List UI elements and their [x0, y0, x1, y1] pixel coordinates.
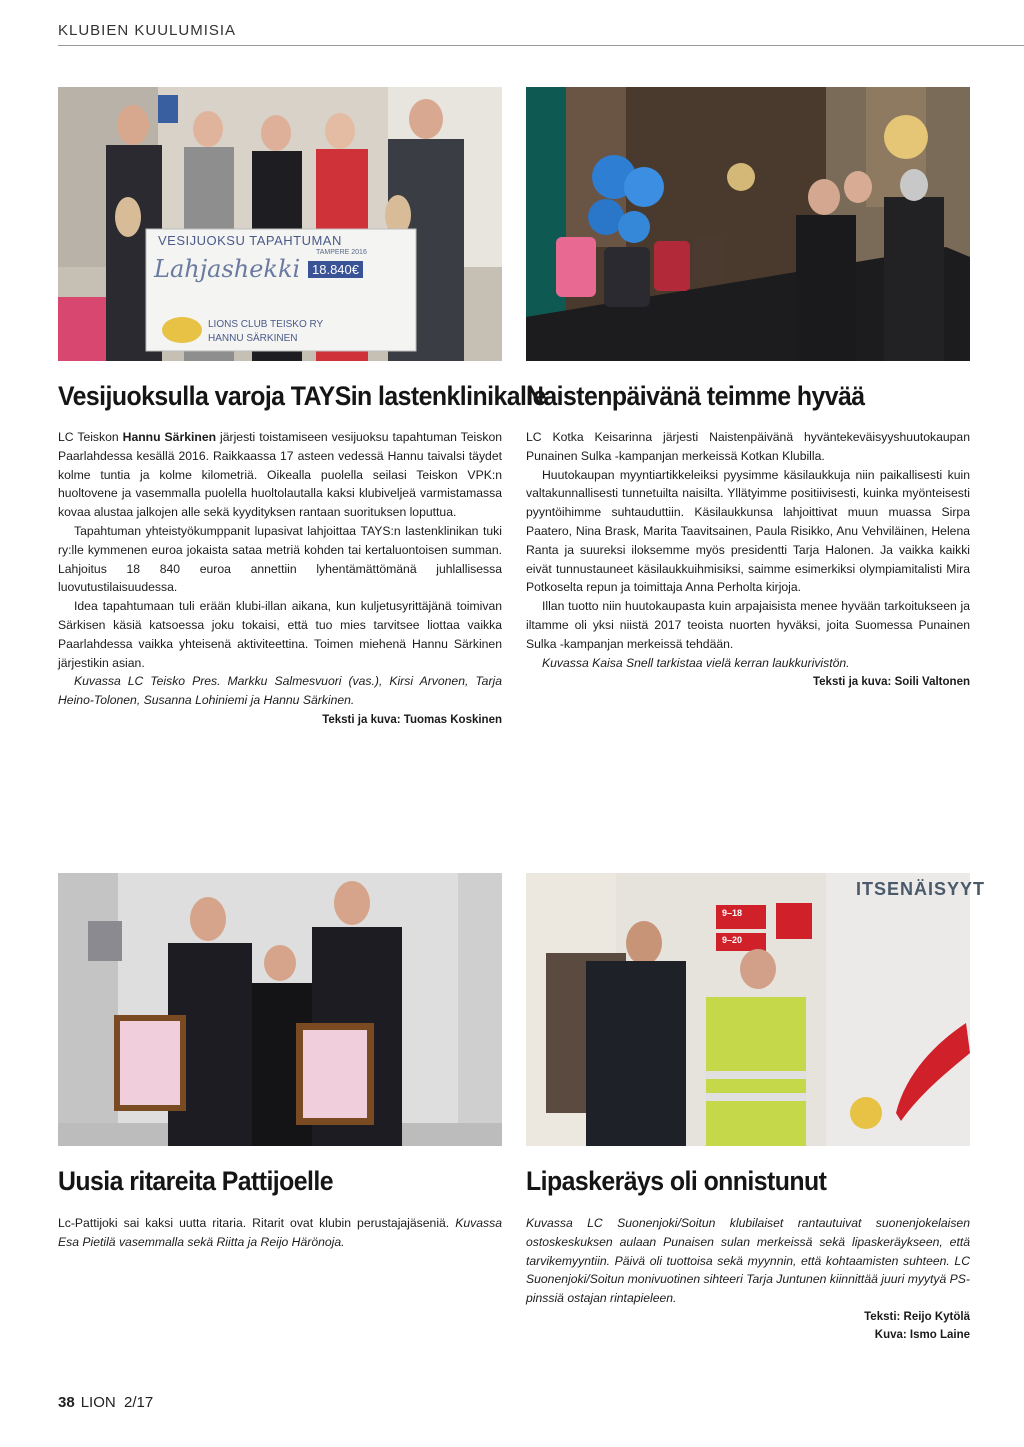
paragraph: Illan tuotto niin huutokaupasta kuin arpajaisista menee hyvään tarkoitukseen ja iltamme oli yksi niistä 2017 teoista nuorten hyväksi, joita Suomessa Punainen Sulka -kampanjan merkeissä tehdään.	[526, 599, 970, 651]
article-title: Vesijuoksulla varoja TAYSin lastenklinikalle	[58, 381, 546, 411]
text: järjesti toistamiseen vesijuoksu tapahtuman Teiskon Paarlahdessa kesällä 2016. Raikkaassa 17 asteen vedessä Hannu taivalsi täydet kolme tuntia ja kolme kilometriä. Oikealla puolella seilasi Teiskon VPK:n huoltovene ja vasemmalla puolella huoltolautalla kaksi klubiveljeä varmistamassa kovaa alustaa jalkojen alle sekä kyydityksen rantaan suorituksen loputtua.	[58, 430, 502, 520]
article-ritarit	[58, 873, 502, 1252]
credit-photo: Kuva: Ismo Laine	[874, 1328, 970, 1341]
cheque-amount: 18.840€	[308, 261, 363, 278]
cheque-name: HANNU SÄRKINEN	[208, 333, 298, 344]
pin-sale-photo-illustration	[526, 873, 970, 1146]
photo-caption: Kuvassa LC Teisko Pres. Markku Salmesvuori (vas.), Kirsi Arvonen, Tarja Heino-Tolonen, Susanna Lohiniemi ja Hannu Särkinen.	[58, 674, 502, 708]
article-title: Uusia ritareita Pattijoelle	[58, 1166, 334, 1196]
article-body	[58, 1214, 502, 1252]
article-body	[526, 1214, 970, 1308]
photo-caption: Kuvassa LC Suonenjoki/Soitun klubilaiset rantautuivat suonenjokelaisen ostoskeskuksen aulaan Punaisen sulan merkeissä sekä lipaskeräykseen, että tarvikemyyntiin. Päivä oli tuottoisa sekä myynnin, että kohtaamisten suhteen. LC Suonenjoki/Soitun monivuotinen sihteeri Tarja Juntunen kiinnittää juuri myytyä PS-pinssiä ostajan rintapieleen.	[526, 1216, 970, 1306]
page-footer	[58, 1394, 153, 1411]
article-vesijuoksu	[58, 87, 546, 729]
credit: Teksti ja kuva: Soili Valtonen	[812, 676, 970, 689]
photo-knights	[58, 873, 502, 1146]
page-number: 38	[58, 1394, 75, 1411]
photo-caption: Kuvassa Kaisa Snell tarkistaa vielä kerran laukkurivistön.	[542, 655, 850, 670]
issue-number: 2/17	[124, 1394, 154, 1411]
photo-cheque-handover	[58, 87, 502, 361]
banner-text: ITSENÄISYYT	[856, 879, 986, 899]
paragraph	[58, 1214, 502, 1252]
magazine-name: LION	[80, 1394, 116, 1411]
paragraph: Huutokaupan myyntiartikkeleiksi pyysimme käsilaukkuja niin paikallisesti kuin valtakunnallisesti tunnetuilta naisilta. Yllätyimme positiivisesti, kuinka myönteisesti pyyntöihimme suhtauduttiin. Käsilaukkunsa lahjoittivat muun muassa Sirpa Paatero, Nina Brask, Marita Taavitsainen, Paula Risikko, Anu Vehviläinen, Helena Ranta ja suureksi iloksemme myös presidentti Tarja Halonen. Ja vaikka kaikki eivät tunnustauneet käsilaukkuihmisiksi, saimme esimerkiksi olympiamitalisti Mira Potkoselta repun ja toimittaja Anna Perholta kirjoja.	[526, 467, 970, 595]
photo-caption: Kuvassa Esa Pietilä vasemmalla sekä Riitta ja Reijo Härönoja.	[58, 1216, 503, 1249]
store-hours-2: 9–20	[722, 935, 743, 945]
credit: Teksti ja kuva: Tuomas Koskinen	[322, 713, 502, 726]
lions-logo	[162, 317, 202, 343]
article-body	[526, 428, 970, 672]
paragraph: LC Kotka Keisarinna järjesti Naistenpäivänä hyväntekeväisyyshuutokaupan Punainen Sulka -kampanjan merkeissä Kotkan Klubilla.	[526, 430, 970, 463]
article-body	[58, 428, 502, 710]
top-rule	[58, 45, 1024, 46]
store-hours-1: 9–18	[722, 908, 743, 918]
article-naistenpaiva	[526, 87, 970, 691]
article-title: Naistenpäivänä teimme hyvää	[526, 381, 865, 411]
cheque-title: VESIJUOKSU TAPAHTUMAN	[158, 233, 342, 248]
paragraph	[58, 428, 502, 522]
knights-photo-illustration	[58, 873, 502, 1146]
cheque-club: LIONS CLUB TEISKO RY	[208, 319, 324, 330]
auction-photo-illustration	[526, 87, 970, 361]
article-title: Lipaskeräys oli onnistunut	[526, 1166, 827, 1196]
text: LC Teiskon	[58, 430, 123, 444]
paragraph: Idea tapahtumaan tuli erään klubi-illan aikana, kun kuljetusyrittäjänä toimivan Särkisen käsiä katsoessa joku tokaisi, että tuo mies tarvitsee liottaa vaikka Paarlahdessa vaikka yhteisenä aktiviteettina. Toimen miehenä Hannu Särkinen järjestikin asian.	[58, 599, 502, 670]
person-name: Hannu Särkinen	[122, 430, 217, 444]
text: Lc-Pattijoki sai kaksi uutta ritaria. Ritarit ovat klubin perustajajäseniä.	[58, 1216, 450, 1230]
photo-pin-sale	[526, 873, 986, 1146]
paragraph: Tapahtuman yhteistyökumppanit lupasivat lahjoittaa TAYS:n lastenklinikan tuki ry:lle kymmenen euroa jokaista sataa metriä kohden tai kertaluontoisen summan. Lahjoitus 18 840 euroa annettiin lyhentämättömänä juhlallisessa luovutustilaisuudessa.	[58, 523, 502, 595]
cheque-year: TAMPERE 2016	[316, 249, 367, 256]
photo-handbag-auction	[526, 87, 970, 361]
credit-text: Teksti: Reijo Kytölä	[864, 1310, 970, 1323]
article-lipaskerays	[526, 873, 986, 1344]
cheque-script: Lahjashekki	[154, 255, 301, 283]
section-label: KLUBIEN KUULUMISIA	[58, 22, 237, 39]
